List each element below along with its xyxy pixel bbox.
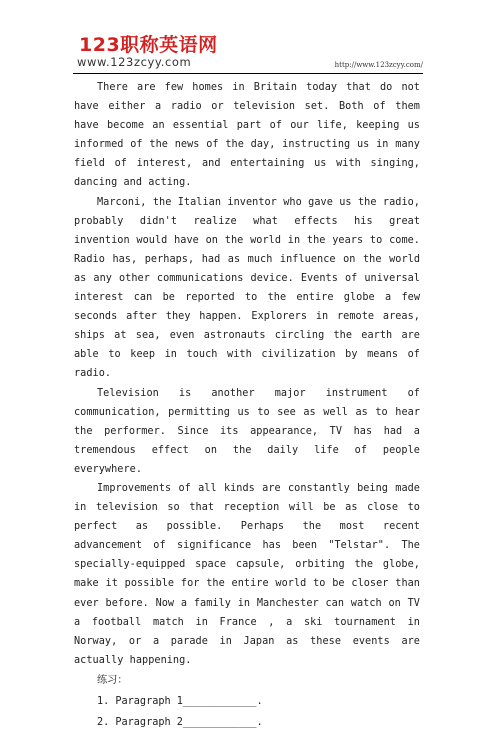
exercise-item-2: 2. Paragraph 2____________. (97, 716, 263, 728)
site-logo-url[interactable]: www.123zcyy.com (77, 55, 192, 69)
site-logo[interactable]: 123职称英语网 (79, 34, 218, 56)
header-divider (73, 73, 423, 74)
page-header (73, 34, 423, 74)
paragraph-1: There are few homes in Britain today that do not have either a radio or television set. Both of them have become an essential part of our life, keeping us informed of the news of the day, instructing us in many field of interest, and entertaining us with singing, dancing and acting. (74, 82, 420, 189)
paragraph-3: Television is another major instrument of communication, permitting us to see as well as to hear the performer. Since its appearance, TV has had a tremendous effect on the daily life of people everywhere. (74, 387, 420, 475)
paragraph-4: Improvements of all kinds are constantly being made in television so that reception will be as close to perfect as possible. Perhaps the most recent advancement of significance has been "Telstar". The specially-equipped space capsule, orbiting the globe, make it possible for the entire world to be closer than ever before. Now a family in Manchester can watch on TV a football match in France , a ski tournament in Norway, or a parade in Japan as these events are actually happening. (74, 482, 420, 666)
exercise-item-1: 1. Paragraph 1____________. (97, 695, 263, 707)
paragraph-2: Marconi, the Italian inventor who gave us the radio, probably didn't realize what effects his great invention would have on the world in the years to come. Radio has, perhaps, had as much influence on the world as any other communications device. Events of universal interest can be reported to the entire globe a few seconds after they happen. Explorers in remote areas, ships at sea, even astronauts circling the earth are able to keep in touch with civilization by means of radio. (74, 196, 420, 380)
article-body (74, 78, 420, 733)
header-link[interactable]: http://www.123zcyy.com/ (334, 61, 423, 69)
exercise-heading: 练习： (97, 674, 128, 686)
